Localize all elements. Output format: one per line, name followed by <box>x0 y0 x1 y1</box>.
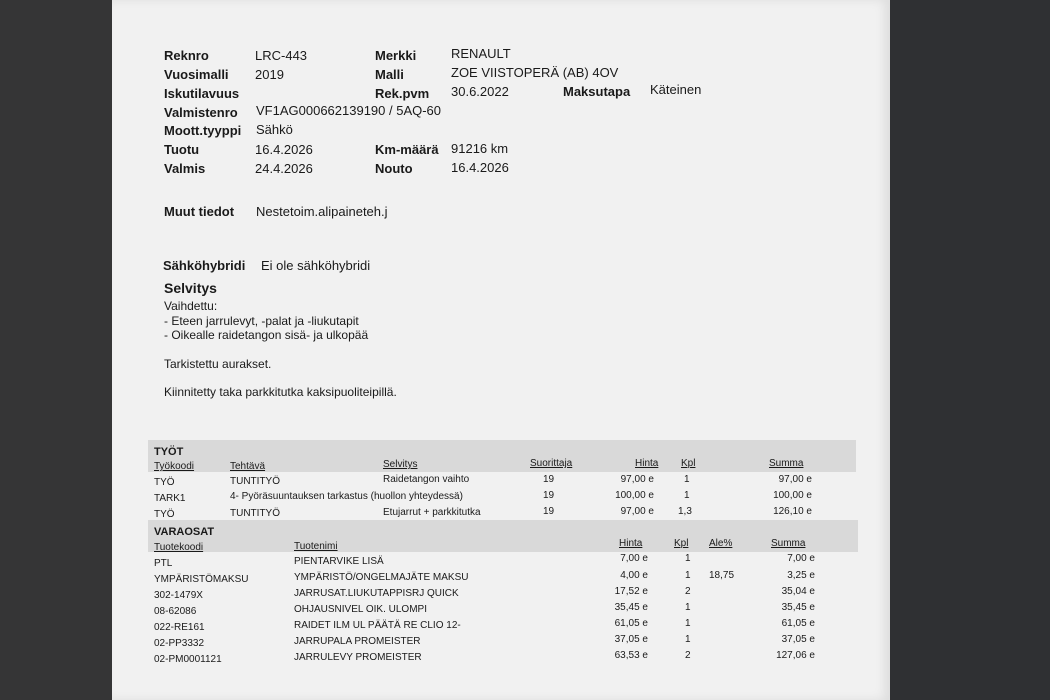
tyot-col-hinta: Hinta <box>635 458 659 469</box>
varaosat-cell-kpl: 2 <box>685 586 691 597</box>
varaosat-col-kpl: Kpl <box>674 538 689 549</box>
moottori-label: Moott.tyyppi <box>164 123 242 138</box>
varaosat-col-hinta: Hinta <box>619 538 643 549</box>
muut-tiedot-value: Nestetoim.alipaineteh.j <box>256 204 388 219</box>
merkki-value: RENAULT <box>451 46 511 61</box>
malli-value: ZOE VIISTOPERÄ (AB) 4OV <box>451 65 619 80</box>
tyot-cell-kpl: 1 <box>684 474 690 485</box>
varaosat-cell-nimi: YMPÄRISTÖ/ONGELMAJÄTE MAKSU <box>294 572 469 583</box>
valmis-label: Valmis <box>164 161 206 176</box>
malli-label: Malli <box>375 67 404 82</box>
desk-background-right <box>890 0 1050 700</box>
varaosat-cell-nimi: JARRUPALA PROMEISTER <box>294 636 421 647</box>
tyot-col-tehtava: Tehtävä <box>230 461 266 472</box>
varaosat-cell-ale: 18,75 <box>709 570 735 581</box>
hybridi-value: Ei ole sähköhybridi <box>261 258 371 273</box>
varaosat-cell-summa: 35,45 e <box>781 602 815 613</box>
tyot-cell-koodi: TYÖ <box>154 477 175 488</box>
tyot-cell-tehtava: 4- Pyöräsuuntauksen tarkastus (huollon yhteydessä) <box>230 491 463 502</box>
varaosat-cell-summa: 61,05 e <box>781 618 815 629</box>
varaosat-cell-kpl: 1 <box>685 618 691 629</box>
varaosat-header-band <box>148 520 858 552</box>
maksutapa-value: Käteinen <box>650 82 702 97</box>
muut-tiedot-label: Muut tiedot <box>164 204 235 219</box>
varaosat-cell-koodi: 02-PM0001121 <box>154 654 222 665</box>
hybridi-label: Sähköhybridi <box>163 258 246 273</box>
km-value: 91216 km <box>451 141 509 156</box>
tyot-col-suorittaja: Suorittaja <box>530 458 573 469</box>
tyot-cell-hinta: 97,00 e <box>620 474 654 485</box>
moottori-value: Sähkö <box>256 122 293 137</box>
vuosimalli-value: 2019 <box>255 67 284 82</box>
tyot-cell-summa: 100,00 e <box>773 490 812 501</box>
varaosat-cell-kpl: 2 <box>685 650 691 661</box>
desk-background-left <box>0 0 112 700</box>
tyot-col-koodi: Työkoodi <box>154 461 195 472</box>
vuosimalli-label: Vuosimalli <box>164 67 229 82</box>
tyot-cell-kpl: 1 <box>684 490 690 501</box>
varaosat-cell-kpl: 1 <box>685 602 691 613</box>
varaosat-cell-summa: 7,00 e <box>787 553 815 564</box>
varaosat-cell-hinta: 35,45 e <box>614 602 648 613</box>
varaosat-cell-summa: 127,06 e <box>776 650 815 661</box>
varaosat-cell-kpl: 1 <box>685 634 691 645</box>
varaosat-cell-hinta: 63,53 e <box>614 650 648 661</box>
reknro-label: Reknro <box>164 48 209 63</box>
varaosat-cell-hinta: 61,05 e <box>614 618 648 629</box>
varaosat-col-summa: Summa <box>771 538 806 549</box>
selvitys-line: - Eteen jarrulevyt, -palat ja -liukutapit <box>164 314 359 328</box>
nouto-value: 16.4.2026 <box>451 160 509 175</box>
nouto-label: Nouto <box>375 161 413 176</box>
tyot-cell-summa: 97,00 e <box>778 474 812 485</box>
varaosat-cell-koodi: 022-RE161 <box>154 622 205 633</box>
reknro-value: LRC-443 <box>255 48 308 63</box>
valmistenro-label: Valmistenro <box>164 105 238 120</box>
valmistenro-value: VF1AG000662139190 / 5AQ-60 <box>256 103 442 118</box>
varaosat-cell-hinta: 7,00 e <box>620 553 648 564</box>
tuotu-label: Tuotu <box>164 142 200 157</box>
tyot-cell-suorittaja: 19 <box>543 506 555 517</box>
tyot-col-kpl: Kpl <box>681 458 696 469</box>
varaosat-cell-nimi: RAIDET ILM UL PÄÄTÄ RE CLIO 12- <box>294 620 461 631</box>
selvitys-title: Selvitys <box>164 280 217 296</box>
tyot-cell-koodi: TARK1 <box>154 493 186 504</box>
varaosat-cell-summa: 37,05 e <box>781 634 815 645</box>
km-label: Km-määrä <box>375 142 439 157</box>
varaosat-cell-koodi: PTL <box>154 558 173 569</box>
tyot-cell-selvitys: Etujarrut + parkkitutka <box>383 507 481 518</box>
varaosat-cell-hinta: 4,00 e <box>620 570 648 581</box>
tyot-cell-hinta: 100,00 e <box>615 490 654 501</box>
work-order-document <box>112 0 890 700</box>
tyot-cell-suorittaja: 19 <box>543 474 555 485</box>
varaosat-cell-nimi: JARRUSAT.LIUKUTAPPISRJ QUICK <box>294 588 459 599</box>
varaosat-title: VARAOSAT <box>154 526 215 538</box>
tyot-cell-koodi: TYÖ <box>154 509 175 520</box>
selvitys-line: Vaihdettu: <box>164 299 218 313</box>
varaosat-cell-nimi: OHJAUSNIVEL OIK. ULOMPI <box>294 604 427 615</box>
tyot-col-selvitys: Selvitys <box>383 459 418 470</box>
varaosat-col-koodi: Tuotekoodi <box>154 542 204 553</box>
tyot-cell-selvitys: Raidetangon vaihto <box>383 474 470 485</box>
varaosat-cell-koodi: 08-62086 <box>154 606 197 617</box>
merkki-label: Merkki <box>375 48 417 63</box>
tyot-col-summa: Summa <box>769 458 804 469</box>
iskutilavuus-label: Iskutilavuus <box>164 86 240 101</box>
selvitys-line: - Oikealle raidetangon sisä- ja ulkopää <box>164 328 369 342</box>
tyot-title: TYÖT <box>154 446 184 458</box>
selvitys-line: Kiinnitetty taka parkkitutka kaksipuoliteipillä. <box>164 385 397 399</box>
varaosat-cell-kpl: 1 <box>685 553 691 564</box>
varaosat-cell-nimi: JARRULEVY PROMEISTER <box>294 652 422 663</box>
varaosat-cell-summa: 35,04 e <box>781 586 815 597</box>
varaosat-cell-koodi: 02-PP3332 <box>154 638 205 649</box>
tyot-cell-summa: 126,10 e <box>773 506 812 517</box>
selvitys-line: Tarkistettu aurakset. <box>164 357 272 371</box>
tyot-cell-hinta: 97,00 e <box>620 506 654 517</box>
varaosat-col-ale: Ale% <box>709 538 733 549</box>
tyot-cell-tehtava: TUNTITYÖ <box>230 476 280 487</box>
tyot-cell-tehtava: TUNTITYÖ <box>230 508 280 519</box>
rekpvm-label: Rek.pvm <box>375 86 430 101</box>
tyot-cell-suorittaja: 19 <box>543 490 555 501</box>
varaosat-cell-nimi: PIENTARVIKE LISÄ <box>294 556 384 567</box>
valmis-value: 24.4.2026 <box>255 161 313 176</box>
tuotu-value: 16.4.2026 <box>255 142 313 157</box>
varaosat-cell-koodi: YMPÄRISTÖMAKSU <box>154 574 249 585</box>
varaosat-cell-koodi: 302-1479X <box>154 590 203 601</box>
rekpvm-value: 30.6.2022 <box>451 84 509 99</box>
varaosat-cell-hinta: 17,52 e <box>614 586 648 597</box>
maksutapa-label: Maksutapa <box>563 84 631 99</box>
tyot-cell-kpl: 1,3 <box>678 506 692 517</box>
varaosat-col-nimi: Tuotenimi <box>294 541 338 552</box>
varaosat-cell-kpl: 1 <box>685 570 691 581</box>
varaosat-cell-summa: 3,25 e <box>787 570 815 581</box>
varaosat-cell-hinta: 37,05 e <box>614 634 648 645</box>
